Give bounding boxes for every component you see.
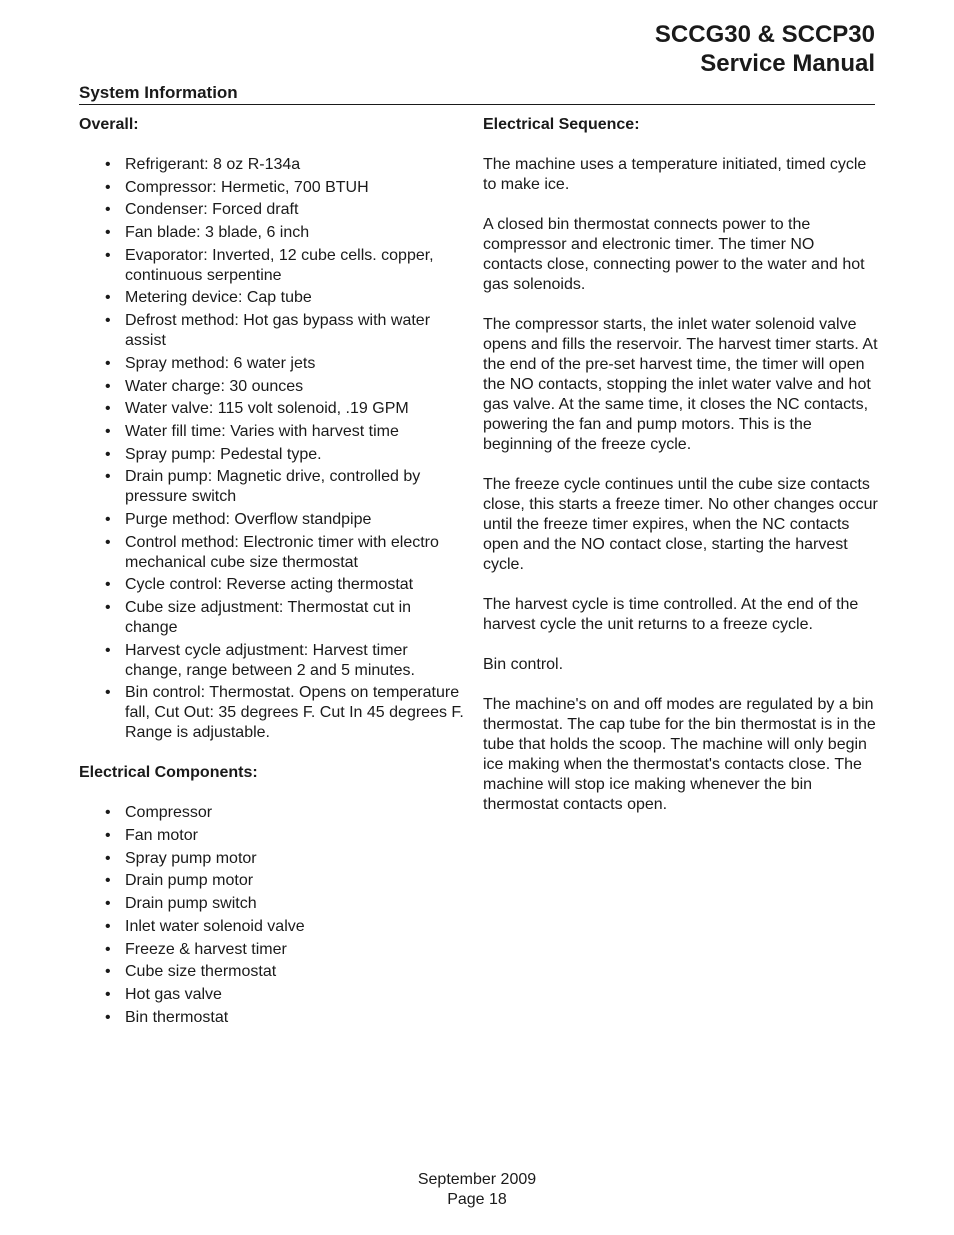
bullet-icon: •: [105, 445, 111, 463]
list-item: [79, 803, 464, 823]
list-item: [79, 533, 464, 573]
list-item: [79, 246, 464, 286]
list-item-text: Bin control: Thermostat. Opens on temperature fall, Cut Out: 35 degrees F. Cut In 45 degrees F. Range is adjustable.: [125, 684, 464, 742]
list-item-text: Spray pump: Pedestal type.: [125, 445, 322, 463]
sequence-paragraph: The machine's on and off modes are regulated by a bin thermostat. The cap tube for the bin thermostat is in the tube that holds the scoop. The machine will only begin ice making when the thermostat's contacts close. The machine will stop ice making whenever the bin thermostat contacts open.: [483, 696, 876, 813]
list-item-text: Purge method: Overflow standpipe: [125, 510, 372, 528]
list-item: [79, 575, 464, 595]
list-item-text: Water charge: 30 ounces: [125, 377, 304, 395]
list-item: [79, 940, 464, 960]
bullet-icon: •: [105, 422, 111, 440]
bullet-icon: •: [105, 684, 111, 702]
list-item: [79, 288, 464, 308]
list-item-text: Cube size thermostat: [125, 963, 277, 981]
bullet-icon: •: [105, 985, 111, 1003]
footer-page-number: Page 18: [447, 1191, 507, 1208]
overall-heading: Overall:: [79, 116, 139, 133]
section-title: System Information: [79, 83, 875, 105]
list-item: [79, 641, 464, 681]
bullet-icon: •: [105, 156, 111, 173]
list-item: [79, 399, 464, 419]
list-item-text: Hot gas valve: [125, 985, 222, 1003]
list-item: [79, 985, 464, 1005]
list-item-text: Fan blade: 3 blade, 6 inch: [125, 224, 310, 242]
list-item-text: Cycle control: Reverse acting thermostat: [125, 576, 414, 594]
list-item: [79, 467, 464, 507]
bullet-icon: •: [105, 917, 111, 935]
sequence-paragraph: The machine uses a temperature initiated, timed cycle to make ice.: [483, 156, 867, 193]
sequence-paragraph: The harvest cycle is time controlled. At the end of the harvest cycle the unit returns to a freeze cycle.: [483, 596, 859, 633]
document-subtitle: Service Manual: [700, 50, 875, 77]
bullet-icon: •: [105, 872, 111, 890]
bullet-icon: •: [105, 1008, 111, 1026]
bullet-icon: •: [105, 224, 111, 242]
list-item: [79, 510, 464, 530]
list-item-text: Bin thermostat: [125, 1008, 229, 1026]
list-item: [79, 962, 464, 982]
right-column: [483, 115, 878, 835]
bullet-icon: •: [105, 312, 111, 330]
bullet-icon: •: [105, 533, 111, 551]
sequence-paragraph: The compressor starts, the inlet water solenoid valve opens and fills the reservoir. The harvest timer starts. At the end of the pre-set harvest time, the timer will open the NO contacts, stopping the inlet water valve and hot gas valve. At the same time, it closes the NC contacts, powering the fan and pump motors. This is the beginning of the freeze cycle.: [483, 316, 878, 453]
bullet-icon: •: [105, 895, 111, 913]
list-item: [79, 871, 464, 891]
list-item: [79, 311, 464, 351]
list-item-text: Water fill time: Varies with harvest time: [125, 422, 399, 440]
components-heading: Electrical Components:: [79, 764, 258, 782]
list-item: [79, 826, 464, 846]
list-item-text: Inlet water solenoid valve: [125, 917, 305, 935]
bullet-icon: •: [105, 354, 111, 372]
bullet-icon: •: [105, 827, 111, 845]
bullet-icon: •: [105, 849, 111, 867]
list-item-text: Spray pump motor: [125, 849, 257, 867]
list-item-text: Drain pump motor: [125, 872, 254, 890]
list-item-text: Spray method: 6 water jets: [125, 354, 316, 372]
bullet-icon: •: [105, 641, 111, 659]
bullet-icon: •: [105, 468, 111, 486]
bullet-icon: •: [105, 804, 111, 822]
bullet-icon: •: [105, 599, 111, 616]
list-item: [79, 445, 464, 465]
list-item: [79, 223, 464, 243]
components-list: [79, 803, 464, 1027]
bullet-icon: •: [105, 963, 111, 981]
list-item: [79, 1008, 464, 1028]
list-item: [79, 598, 464, 638]
bullet-icon: •: [105, 576, 111, 594]
bullet-icon: •: [105, 400, 111, 418]
list-item-text: Harvest cycle adjustment: Harvest timer change, range between 2 and 5 minutes.: [125, 641, 415, 679]
list-item-text: Compressor: Hermetic, 700 BTUH: [125, 178, 369, 196]
document-title: SCCG30 & SCCP30: [654, 21, 875, 48]
footer-date: September 2009: [417, 1171, 537, 1188]
list-item: [79, 683, 464, 743]
bullet-icon: •: [105, 178, 111, 196]
sequence-heading: Electrical Sequence:: [483, 116, 640, 133]
list-item-text: Refrigerant: 8 oz R-134a: [125, 156, 301, 173]
list-item: [79, 422, 464, 442]
list-item: [79, 155, 464, 175]
bullet-icon: •: [105, 246, 111, 264]
list-item: [79, 200, 464, 220]
list-item: [79, 849, 464, 869]
list-item: [79, 354, 464, 374]
list-item-text: Cube size adjustment: Thermostat cut in change: [125, 599, 412, 636]
bullet-icon: •: [105, 510, 111, 528]
list-item-text: Water valve: 115 volt solenoid, .19 GPM: [125, 400, 409, 418]
list-item-text: Evaporator: Inverted, 12 cube cells. copper, continuous serpentine: [125, 246, 434, 284]
left-column: [79, 115, 464, 1048]
document-header: [655, 20, 875, 78]
sequence-paragraph: The freeze cycle continues until the cube size contacts close, this starts a freeze timer. No other changes occur until the freeze timer expires, when the NC contacts open and the NO contact close, starting the harvest cycle.: [483, 476, 878, 573]
list-item: [79, 894, 464, 914]
sequence-paragraph: Bin control.: [483, 656, 564, 673]
list-item-text: Condenser: Forced draft: [125, 201, 299, 219]
list-item: [79, 917, 464, 937]
list-item: [79, 377, 464, 397]
sequence-paragraph: A closed bin thermostat connects power to the compressor and electronic timer. The timer NO contacts close, connecting power to the water and hot gas solenoids.: [483, 216, 865, 293]
list-item-text: Defrost method: Hot gas bypass with water assist: [125, 312, 431, 350]
bullet-icon: •: [105, 377, 111, 395]
list-item-text: Control method: Electronic timer with electro mechanical cube size thermostat: [125, 533, 439, 571]
overall-list: [79, 155, 464, 743]
sequence-paragraphs: [483, 155, 878, 815]
list-item-text: Compressor: [125, 804, 213, 822]
page-footer: [0, 1170, 954, 1210]
list-item-text: Metering device: Cap tube: [125, 289, 312, 307]
list-item-text: Drain pump: Magnetic drive, controlled by pressure switch: [125, 468, 421, 506]
list-item-text: Drain pump switch: [125, 895, 257, 913]
list-item-text: Fan motor: [125, 827, 198, 845]
bullet-icon: •: [105, 940, 111, 958]
list-item: [79, 178, 464, 198]
list-item-text: Freeze & harvest timer: [125, 940, 287, 958]
bullet-icon: •: [105, 201, 111, 219]
bullet-icon: •: [105, 289, 111, 307]
